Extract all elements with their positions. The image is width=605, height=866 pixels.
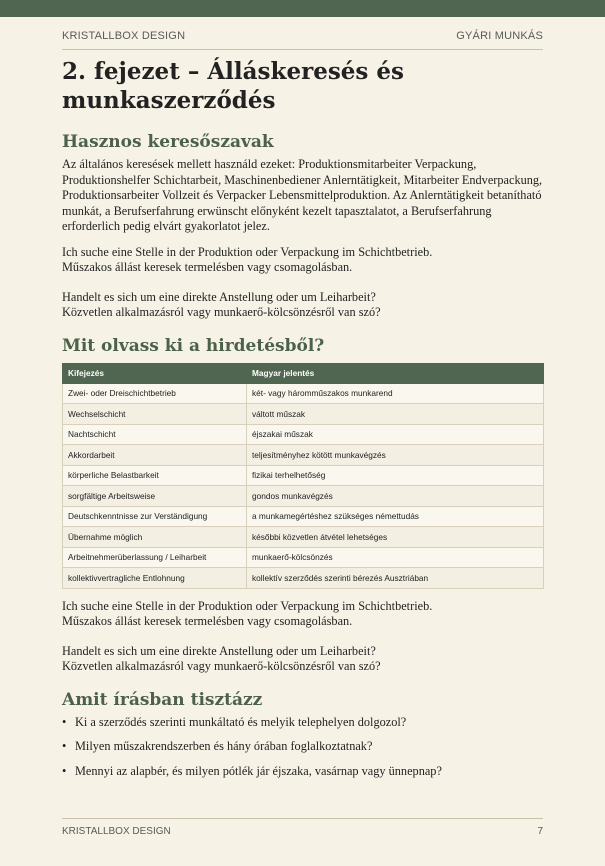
phrase-german: Ich suche eine Stelle in der Produktion oder Verpackung im Schichtbetrieb. xyxy=(62,598,433,613)
list-item xyxy=(62,739,544,755)
list-item xyxy=(62,764,544,780)
terms-table xyxy=(62,363,544,589)
term-cell: sorgfältige Arbeitsweise xyxy=(63,486,247,507)
table-row xyxy=(63,527,544,548)
table-row xyxy=(63,445,544,466)
meaning-cell: gondos munkavégzés xyxy=(247,486,544,507)
list-item xyxy=(62,715,544,731)
table-row xyxy=(63,506,544,527)
term-cell: Arbeitnehmerüberlassung / Leiharbeit xyxy=(63,547,247,568)
phrase-hungarian: Közvetlen alkalmazásról vagy munkaerő-kölcsönzésről van szó? xyxy=(62,659,381,673)
phrase-german: Handelt es sich um eine direkte Anstellung oder um Leiharbeit? xyxy=(62,289,376,304)
phrase-german: Handelt es sich um eine direkte Anstellung oder um Leiharbeit? xyxy=(62,643,376,658)
term-cell: Zwei- oder Dreischichtbetrieb xyxy=(63,383,247,404)
table-row xyxy=(63,486,544,507)
table-row xyxy=(63,465,544,486)
section-clarify-in-writing xyxy=(62,689,544,780)
page-number: 7 xyxy=(537,826,543,837)
phrase-hungarian: Közvetlen alkalmazásról vagy munkaerő-kölcsönzésről van szó? xyxy=(62,305,381,319)
term-cell: körperliche Belastbarkeit xyxy=(63,465,247,486)
column-header-meaning: Magyar jelentés xyxy=(247,363,544,383)
meaning-cell: a munkamegértéshez szükséges némettudás xyxy=(247,506,544,527)
footer-divider xyxy=(62,818,543,819)
intro-paragraph: Az általános keresések mellett használd ezeket: Produktionsmitarbeiter Verpackung, Produktionshelfer Schichtarbeit, Maschinenbediener Anlerntätigkeit, Mitarbeiter Endverpackung, Produktionsarbeiter Vollzeit és Verpacker Lebensmittelproduktion. Az Anlerntätigkeit betanítható munkát, a Berufserfahrung erwünscht előnyként kezelt tapasztalatot, a Berufserfahrung erforderlich pedig elvárt gyakorlatot jelez. xyxy=(62,157,543,233)
column-header-term: Kifejezés xyxy=(63,363,247,383)
chapter-title: 2. fejezet – Álláskeresés és munkaszerződés xyxy=(62,58,404,114)
meaning-cell: későbbi közvetlen átvétel lehetséges xyxy=(247,527,544,548)
table-row xyxy=(63,404,544,425)
meaning-cell: fizikai terhelhetőség xyxy=(247,465,544,486)
list-item-text: Mennyi az alapbér, és milyen pótlék jár éjszaka, vasárnap vagy ünnepnap? xyxy=(75,763,442,778)
phrase-german: Ich suche eine Stelle in der Produktion oder Verpackung im Schichtbetrieb. xyxy=(62,244,433,259)
phrase-hungarian: Műszakos állást keresek termelésben vagy csomagolásban. xyxy=(62,260,353,274)
page-content xyxy=(62,57,544,788)
running-header xyxy=(62,30,543,42)
table-row xyxy=(63,383,544,404)
meaning-cell: munkaerő-kölcsönzés xyxy=(247,547,544,568)
header-divider xyxy=(62,49,543,50)
table-row xyxy=(63,568,544,589)
term-cell: Deutschkenntnisse zur Verständigung xyxy=(63,506,247,527)
term-cell: Wechselschicht xyxy=(63,404,247,425)
bullet-icon: • xyxy=(62,714,67,729)
bullet-icon: • xyxy=(62,763,67,778)
top-accent-bar xyxy=(0,0,605,17)
bullet-icon: • xyxy=(62,739,67,753)
table-row xyxy=(63,547,544,568)
list-item-text: Ki a szerződés szerinti munkáltató és melyik telephelyen dolgozol? xyxy=(75,714,407,729)
meaning-cell: váltott műszak xyxy=(247,404,544,425)
table-header-row xyxy=(63,363,544,383)
page-footer xyxy=(62,826,543,837)
meaning-cell: éjszakai műszak xyxy=(247,424,544,445)
footer-brand: KRISTALLBOX DESIGN xyxy=(62,826,171,837)
term-cell: Übernahme möglich xyxy=(63,527,247,548)
header-section: GYÁRI MUNKÁS xyxy=(456,30,543,42)
section-heading: Amit írásban tisztázz xyxy=(62,689,263,710)
section-job-ad-terms xyxy=(62,335,544,675)
meaning-cell: két- vagy háromműszakos munkarend xyxy=(247,383,544,404)
list-item-text: Milyen műszakrendszerben és hány órában foglalkoztatnak? xyxy=(75,739,373,753)
phrase-pair xyxy=(62,245,544,276)
header-brand: KRISTALLBOX DESIGN xyxy=(62,30,186,42)
meaning-cell: kollektív szerződés szerinti bérezés Ausztriában xyxy=(247,568,544,589)
table-row xyxy=(63,424,544,445)
phrase-pair xyxy=(62,599,544,630)
phrase-pair xyxy=(62,644,544,675)
term-cell: Nachtschicht xyxy=(63,424,247,445)
section-heading: Hasznos keresőszavak xyxy=(62,132,274,152)
meaning-cell: teljesítményhez kötött munkavégzés xyxy=(247,445,544,466)
term-cell: kollektivvertragliche Entlohnung xyxy=(63,568,247,589)
phrase-hungarian: Műszakos állást keresek termelésben vagy csomagolásban. xyxy=(62,614,353,628)
phrase-pair xyxy=(62,290,544,321)
term-cell: Akkordarbeit xyxy=(63,445,247,466)
section-search-keywords xyxy=(62,131,544,321)
section-heading: Mit olvass ki a hirdetésből? xyxy=(62,335,325,356)
checklist xyxy=(62,715,544,780)
